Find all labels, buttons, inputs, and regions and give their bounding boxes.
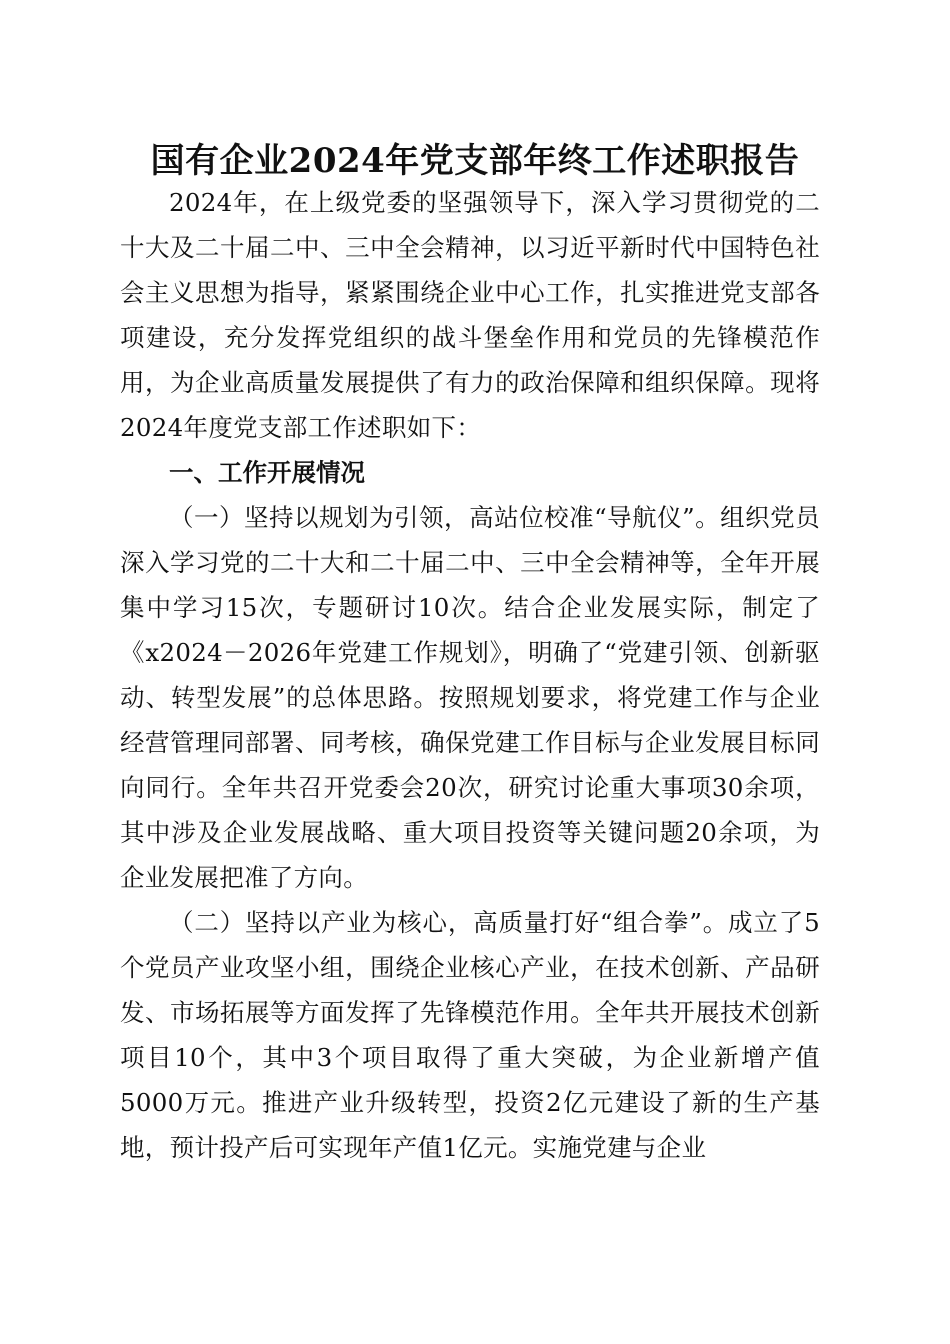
intro-paragraph: 2024年，在上级党委的坚强领导下，深入学习贯彻党的二十大及二十届二中、三中全会精神，以习近平新时代中国特色社会主义思想为指导，紧紧围绕企业中心工作，扎实推进党支部各项建设，充分发挥党组织的战斗堡垒作用和党员的先锋模范作用，为企业高质量发展提供了有力的政治保障和组织保障。现将2024年度党支部工作述职如下： bbox=[120, 188, 820, 442]
document-body bbox=[120, 180, 820, 1170]
paragraph-planning: （一）坚持以规划为引领，高站位校准“导航仪”。组织党员深入学习党的二十大和二十届二中、三中全会精神等，全年开展集中学习15次，专题研讨10次。结合企业发展实际，制定了《x2024－2026年党建工作规划》，明确了“党建引领、创新驱动、转型发展”的总体思路。按照规划要求，将党建工作与企业经营管理同部署、同考核，确保党建工作目标与企业发展目标同向同行。全年共召开党委会20次，研究讨论重大事项30余项，其中涉及企业发展战略、重大项目投资等关键问题20余项，为企业发展把准了方向。 bbox=[120, 503, 820, 892]
paragraph-industry: （二）坚持以产业为核心，高质量打好“组合拳”。成立了5个党员产业攻坚小组，围绕企业核心产业，在技术创新、产品研发、市场拓展等方面发挥了先锋模范作用。全年共开展技术创新项目10个，其中3个项目取得了重大突破，为企业新增产值5000万元。推进产业升级转型，投资2亿元建设了新的生产基地，预计投产后可实现年产值1亿元。实施党建与企业 bbox=[120, 908, 820, 1162]
document-title: 国有企业2024年党支部年终工作述职报告 bbox=[150, 141, 800, 181]
section-heading-work-status: 一、工作开展情况 bbox=[169, 458, 365, 487]
